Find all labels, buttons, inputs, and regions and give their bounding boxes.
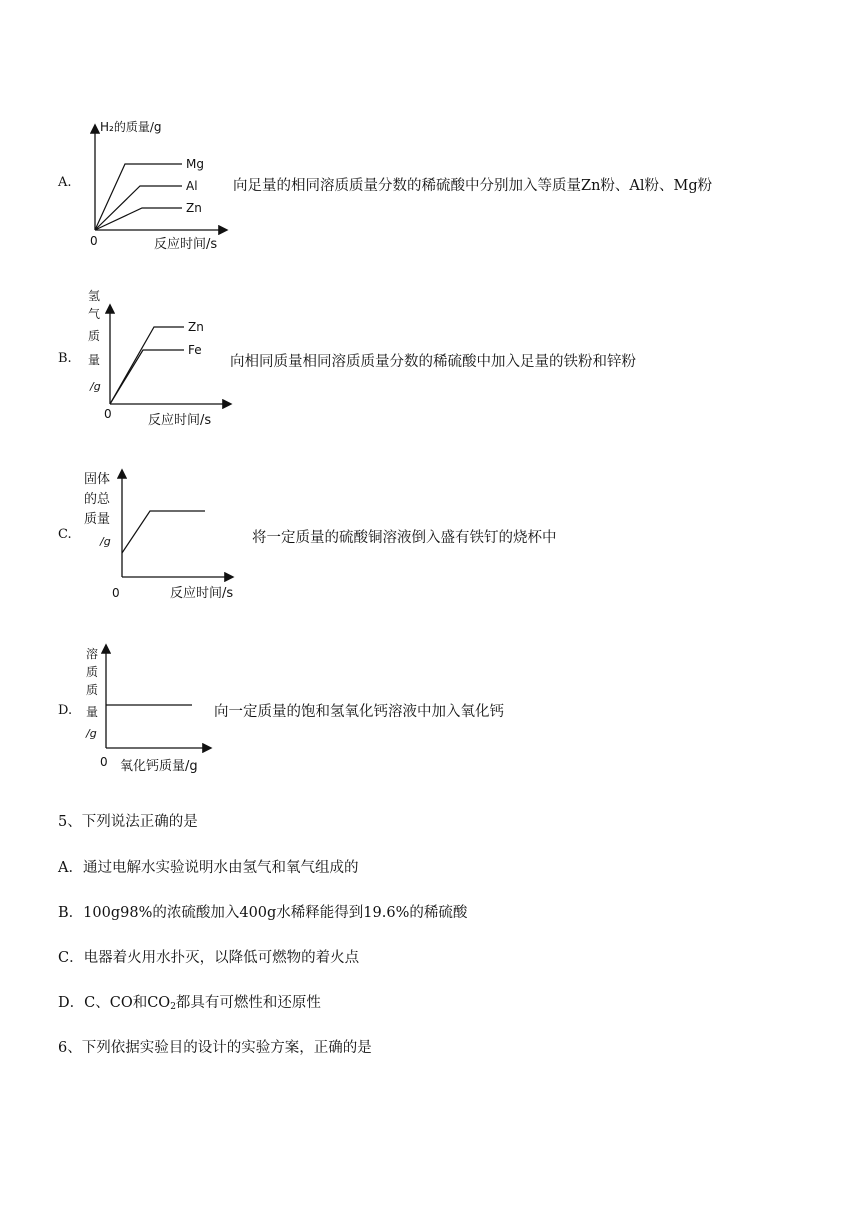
option-c-description: 将一定质量的硫酸铜溶液倒入盛有铁钉的烧杯中 [252,530,557,546]
option-a-description: 向足量的相同溶质质量分数的稀硫酸中分别加入等质量Zn粉、Al粉、Mg粉 [233,178,713,194]
series-label-mg: Mg [186,157,204,171]
y-label-5: /g [90,380,101,393]
option-b-description: 向相同质量相同溶质质量分数的稀硫酸中加入足量的铁粉和锌粉 [230,354,636,370]
series-zn [95,208,182,230]
choice-d-subscript: 2 [170,1002,176,1012]
series-label-zn: Zn [186,201,202,215]
series-label-al: Al [186,179,198,193]
series-label-fe: Fe [188,343,202,357]
x-axis-label: 反应时间/s [154,237,218,252]
y-label-2: 的总 [84,492,111,507]
option-c-letter: C. [58,527,72,542]
y-label-3: 质量 [84,512,111,527]
option-d-letter: D. [58,703,73,718]
question-5-choice-c: C．电器着火用水扑灭，以降低可燃物的着火点 [58,950,360,966]
option-a-letter: A. [58,175,72,190]
series-fe [110,350,184,404]
series-mg [95,164,182,230]
origin-label: 0 [104,407,112,421]
choice-d-suffix: 都具有可燃性和还原性 [175,995,321,1011]
y-label-1: 固体 [84,472,111,487]
question-5-choice-d [58,991,321,1012]
question-5-choice-a: A．通过电解水实验说明水由氢气和氧气组成的 [58,860,359,876]
y-label-4: /g [100,535,111,548]
y-label-2: 质 [86,665,99,679]
y-label-2: 气 [88,307,101,321]
question-6-stem: 6、下列依据实验目的设计的实验方案，正确的是 [58,1040,372,1056]
series-label-zn: Zn [188,320,204,334]
y-label-3: 质 [88,329,101,343]
chart-d [84,640,234,780]
origin-label: 0 [100,755,108,769]
y-label-3: 质 [86,683,99,697]
y-label-1: 氢 [88,289,101,303]
x-axis-label: 反应时间/s [148,413,212,428]
question-5-stem: 5、下列说法正确的是 [58,814,198,830]
x-axis-label: 反应时间/s [170,586,234,601]
y-label-4: 量 [88,353,101,367]
option-d-description: 向一定质量的饱和氢氧化钙溶液中加入氧化钙 [214,704,504,720]
y-label-5: /g [86,727,97,740]
x-axis-label: 氧化钙质量/g [120,759,198,774]
chart-a [80,118,230,253]
y-label-4: 量 [86,705,99,719]
choice-d-prefix: D．C、CO和CO [58,995,171,1011]
chart-b [84,284,234,429]
y-label-1: 溶 [86,647,99,661]
y-axis-label: H₂的质量/g [100,120,162,134]
origin-label: 0 [90,234,98,248]
option-b-letter: B. [58,351,72,366]
origin-label: 0 [112,586,120,600]
question-5-choice-b: B．100g98%的浓硫酸加入400g水稀释能得到19.6%的稀硫酸 [58,905,468,921]
chart-c [80,465,250,605]
series-zn [110,327,184,404]
series-solid-mass [122,511,205,553]
